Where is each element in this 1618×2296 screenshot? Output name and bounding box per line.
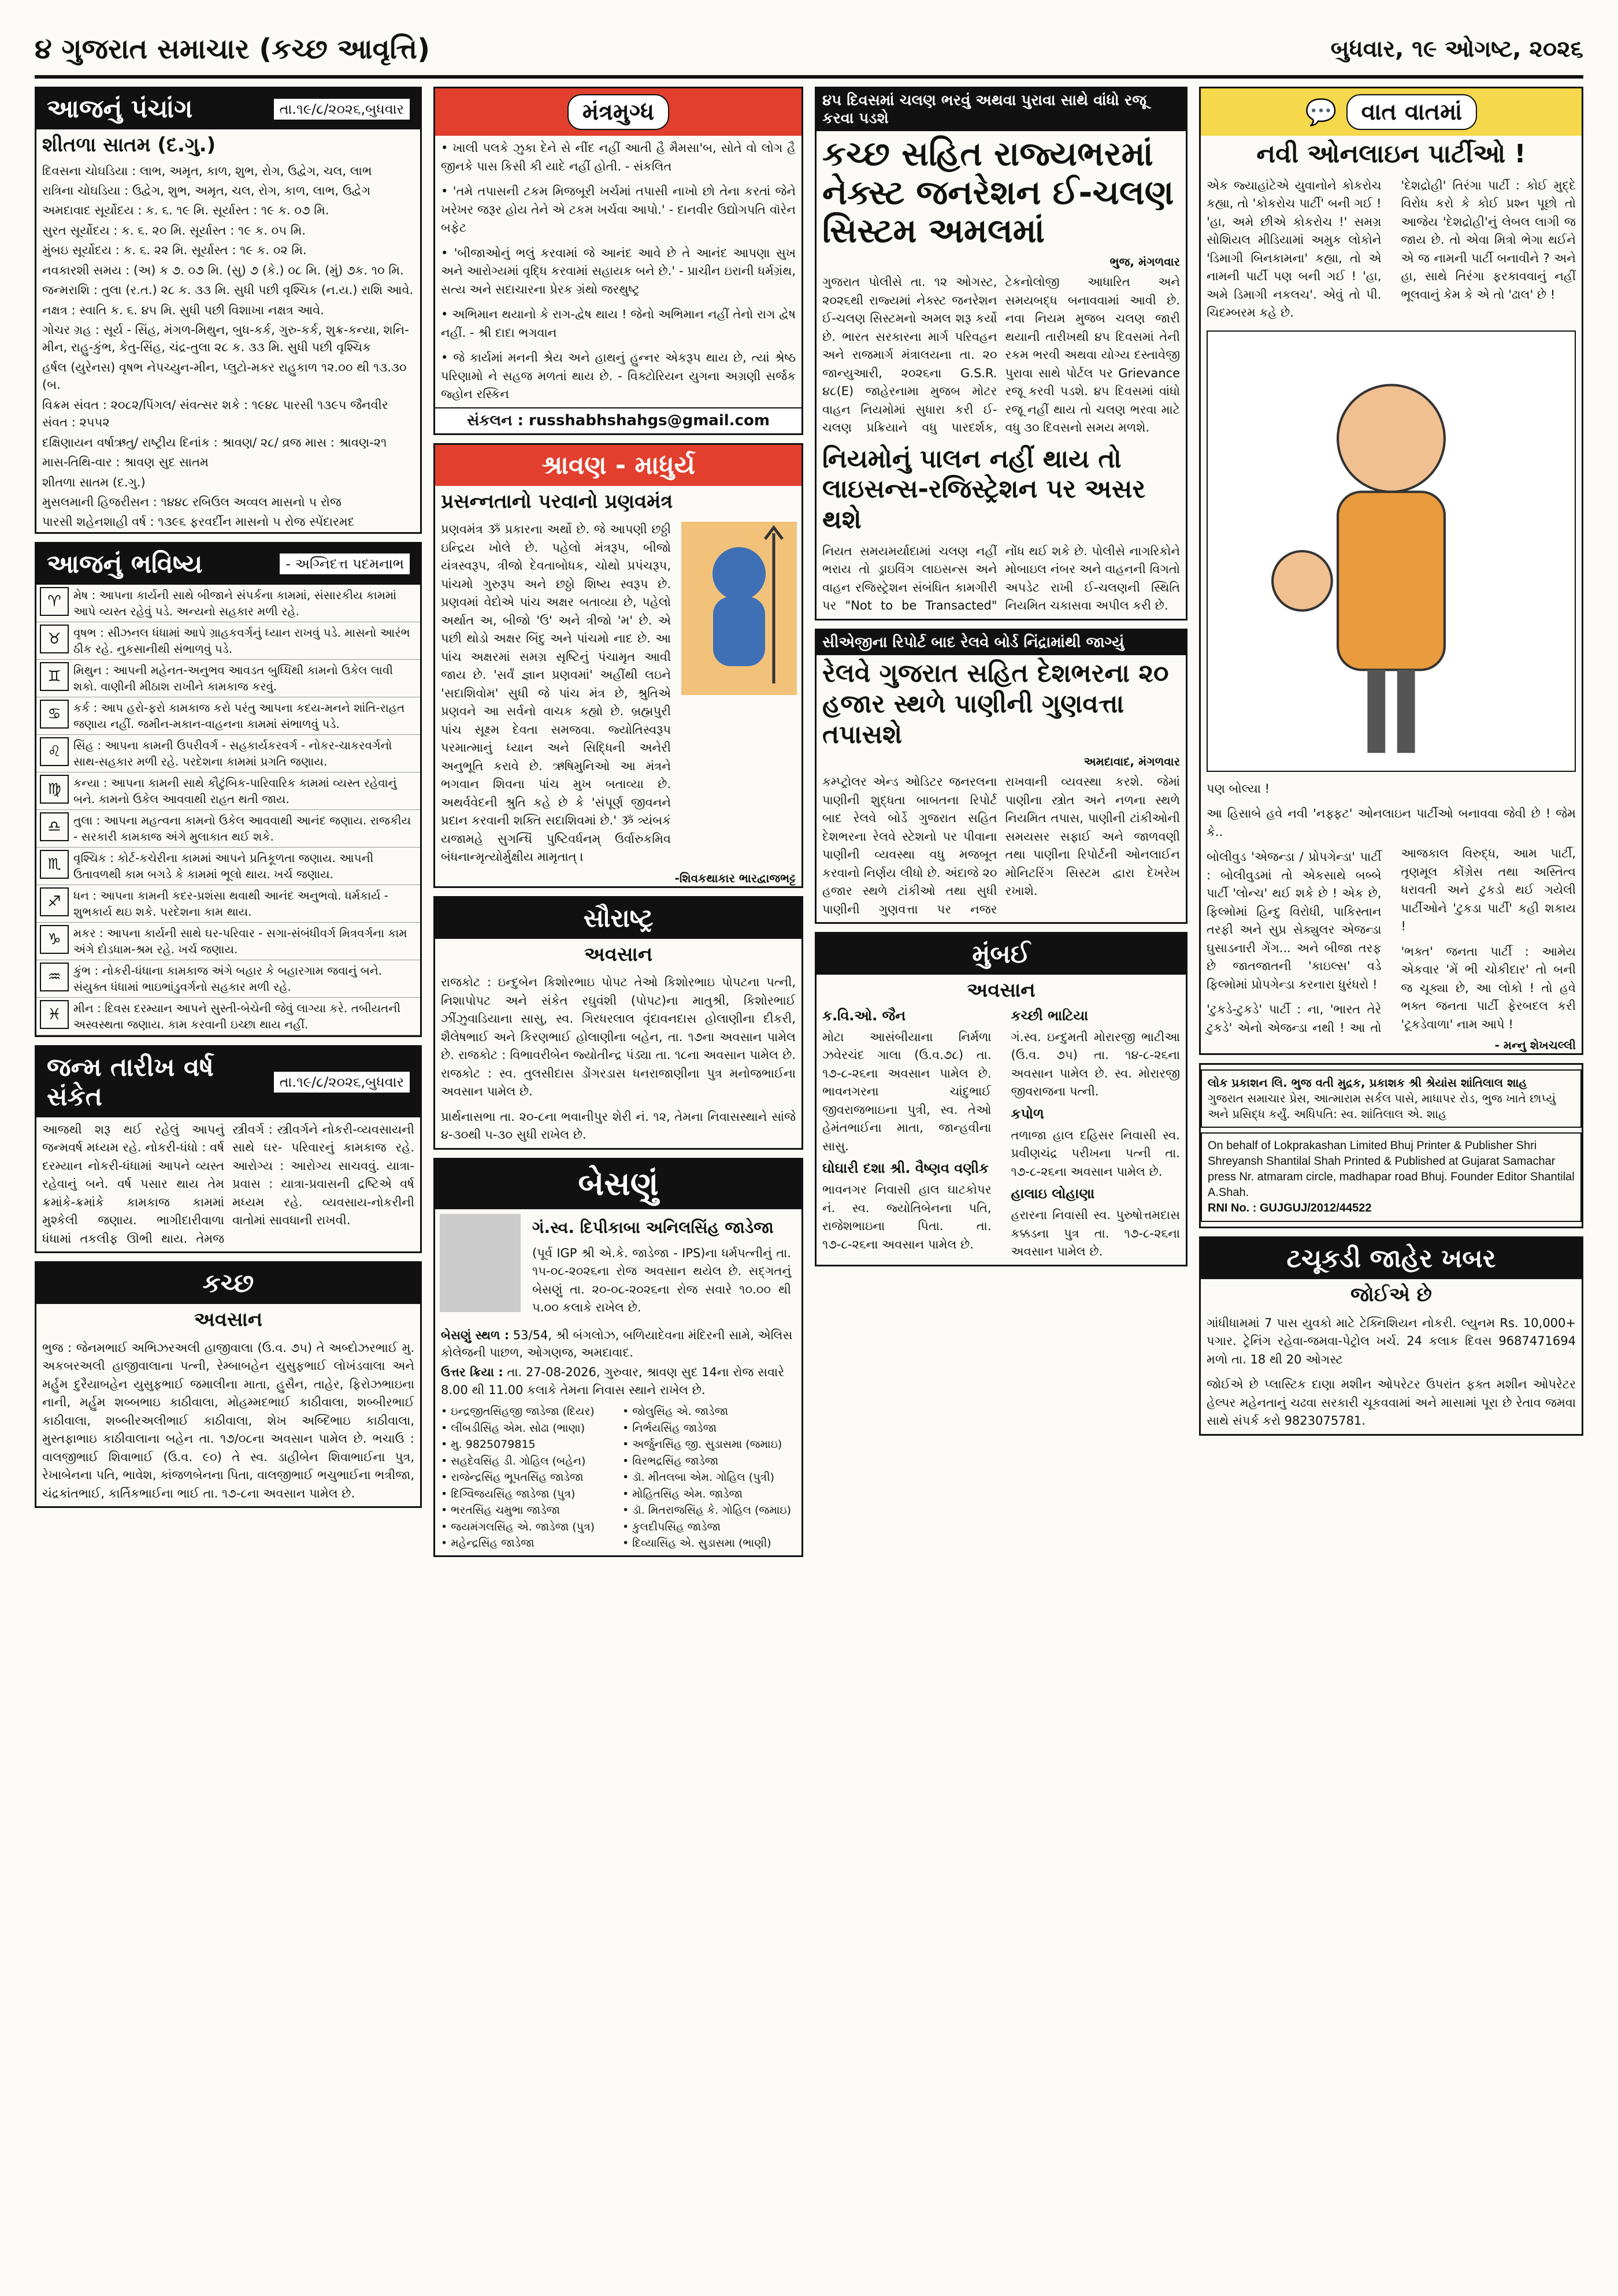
shravan-text: પ્રણવમંત્ર ૐ પ્રકારના અર્થો છે. જે આપણી છઠ્ઠી ઇન્દ્રિય ખોલે છે. પહેલો મંત્રરૂપ, બીજો યંત્રસ્વરૂપ, ત્રીજો દેવતાબોધક, ચોથો પ્રપંચરૂપ, પાંચમો ગુરુરૂપ અને છઠ્ઠો શિષ્ય સ્વરૂપ છે. પ્રણવમાં વેદોએ પાંચ અક્ષર બતાવ્યા છે, પહેલો અર્થાત અ, બીજો 'ઉ' અને ત્રીજો 'મ' છે. એ પછી થોડો અક્ષર બિંદુ અને પાંચમો નાદ છે. આ પાંચ અક્ષરમાં સમગ્ર સૃષ્ટિનું પંચામૃત આવી જાય છે. 'સર્વં જ્ઞાન પ્રણવમાં' અહીંથી લઇને 'સદાશિવોમ' સુધી જે પાંચ મંત્ર છે, શ્રુતિએ પ્રણવને આ સર્વનો વાચક કહ્યો છે. બ્રહ્મપુરી પાંચ સૂક્ષ્મ દેવતા સમજવા. જ્યોતિસ્વરૂપ પરમાત્માનું ધ્યાન અને સિદ્ધિની અનેરી અનુભૂતિ કરાવે છે. ઋષિમુનિઓ આ મંત્રને ભગવાન શિવના પાંચ મુખ બતાવ્યા છે. અથર્વવેદની શ્રુતિ કહે છે કે 'સંપૂર્ણ જીવનને પ્રદાન કરવાની શક્તિ સદાશિવમાં છે.' ૐ ત્ર્યંબકં યજામહે સુગન્ધિં પુષ્ટિવર્ધનમ્ ઉર્વારુકમિવ બંધનાન્મૃત્યોર્મુક્ષીય મામૃતાત્ । [441, 522, 671, 864]
kutch-text: ભુજ : જેનમભાઈ અભિઝરઅલી હાજીવાલા (ઉ.વ. ૭૫) તે અબ્દોઝરભાઈ મુ. અકબરઅલી હાજીવાલાના પત્ની, રેમ્બાબહેન યુસુફભાઈ લોખંડવાલા અને મર્હુમ દુરૈયાબહેન યુસુફભાઈ જમાલીના માતા, હુસૈન, તાહેર, ફિરોઝભાઇના નાની, મર્હુમ શબ્બભાઇ કાઠીવાલા, મોહમ્મદભાઈ કાઠીવાલા, શબ્બીરભાઈ કાઠીવાલા, શબ્બીરઅલીભાઈ કાઠીવાલા, શેખ અબ્દિભાઇ કાઠીવાલા, મુસ્તફાભાઇ કાઠીવાલાના બહેન તા. ૧૭/૦૮ના અવસાન પામેલ છે. ભચાઉ : વાલજીભાઈ શિવાભાઈ (ઉ.વ. ૯૦) તે સ્વ. ડાહીબેન શિવાભાઈના પુત્ર, રેખાબેનના પતિ, ભાવેશ, કાંજળબેનના પિતા, વાલજીભાઈ ભચુભાઈના ભત્રીજા, ચંદ્રકાંતભાઈ, કાર્તિકભાઈના ભાઈ તા. ૧૭-૮ના અવસાન પામેલ છે. [42, 1340, 414, 1500]
mantra-line: • 'તમે તપાસની ટકમ મિજબૂરી ખર્ચમાં તપાસી નાખો છો તેના કરતાં જેને ખરેખર જરૂર હોય તેને એ ટકમ ખર્ચવા આપો.' - દાનવીર ઉદ્યોગપતિ વૉરેન બફેટ [441, 184, 796, 235]
rashi-text: કન્યા : આપના કામની સાથે કૌટુંબિક-પારિવારિક કામમાં વ્યસ્ત રહેવાનું બને. કામનો ઉકેલ આવવાથી રાહત થતી જાય. [73, 775, 397, 806]
panchang-row: રાત્રિના ચોઘડિયા : ઉદ્વેગ, શુભ, અમૃત, ચલ, રોગ, કાળ, લાભ, ઉદ્વેગ [42, 183, 371, 198]
speech-icon: 💬 [1305, 98, 1337, 127]
railway-headline: રેલવે ગુજરાત સહિત દેશભરના ૨૦ હજાર સ્થળે પાણીની ગુણવત્તા તપાસશે [822, 658, 1169, 749]
zodiac-icon: ♉ [40, 625, 69, 653]
panchang-box [35, 87, 422, 534]
panchang-row: દક્ષિણાયન વર્ષાઋતુ/ રાષ્ટ્રીય દિનાંક : શ્રાવણ/ ૨૮/ વ્રજ માસ : શ્રાવણ-૨૧ [42, 435, 387, 449]
echallan-dateline: ભુજ, મંગળવાર [1109, 255, 1180, 269]
besnu-place-label: બેસણું સ્થળ : [441, 1328, 510, 1342]
mantra-contact: સંકલન : russhabhshahgs@gmail.com [435, 407, 801, 433]
echallan-body-2: નિયત સમયમર્યાદામાં ચલણ નહીં ભરાય તો ડ્રાઇવિંગ લાઇસન્સ અને વાહન રજિસ્ટ્રેશન સંબંધિત કામગીરી પર "Not to be Transacted" નોંધ થઈ શકે છે. પોલીસે નાગરિકોને મોબાઇલ નંબર અને વાહનની વિગતો અપડેટ રાખી ઈ-ચલણની સ્થિતિ નિયમિત ચકાસવા અપીલ કરી છે. [822, 544, 1180, 613]
mantra-header [435, 88, 801, 136]
besnu-family-member: • ડૉ. મિતરાજસિંહ કે. ગોહિલ (જમાઇ) [622, 1504, 792, 1517]
vaat-col4: 'ટુકડે-ટુકડે' પાર્ટી : ના, 'ભારત તેરે ટુકડે' એનો એજન્ડા નથી ! આ તો આજકાલ વિરુદ્ધ, આમ પાર્ટી, તૃણમૂલ કોંગ્રેસ તથા અસ્તિત્વ ધરાવતી અને ટુકડો થઈ ગયેલી પાર્ટીઓને 'ટુકડા પાર્ટી' કહી શકાય ! [1207, 846, 1576, 1035]
cartoon-icon [1208, 332, 1575, 771]
page-header [35, 23, 1583, 79]
mumbai-community: કચ્છી ભાટિયા [1011, 1007, 1089, 1024]
classified-title: ટચૂકડી જાહેર ખબર [1201, 1238, 1582, 1279]
railway-kicker: સીએજીના રિપોર્ટ બાદ રેલવે બોર્ડ નિંદ્રામાંથી જાગ્યું [817, 630, 1186, 655]
rashi-text: મીન : દિવસ દરમ્યાન આપને સુસ્તી-બેચેની જેવું લાગ્યા કરે. તબીયતની અસ્વસ્થતા જણાય. કામ કરવાની ઇચ્છા થાય નહીં. [73, 1001, 401, 1031]
vaat-box [1199, 87, 1583, 1055]
besnu-family-member: • મુ. 9825079815 [441, 1438, 536, 1451]
classified-sub: જોઈએ છે [1350, 1283, 1432, 1307]
besnu-uttar-label: ઉત્તર ક્રિયા : [441, 1365, 503, 1380]
echallan-headline: કચ્છ સહિત રાજ્યભરમાં નેક્સ્ટ જનરેશન ઈ-ચલણ સિસ્ટમ અમલમાં [822, 134, 1174, 251]
rashi-text: સિંહ : આપના કામની ઉપરીવર્ગ - સહકાર્યકરવર્ગ - નોકર-ચાકરવર્ગનો સાથ-સહકાર મળી રહે. પરદેશના કામમાં પ્રગતિ જણાય. [73, 738, 392, 768]
shravan-header [435, 445, 801, 486]
vaat-caption-1: પણ બોલ્યા ! [1207, 781, 1270, 796]
bhavishya-title: આજનું ભવિષ્ય [47, 549, 203, 579]
echallan-subhead: નિયમોનું પાલન નહીં થાય તો લાઇસન્સ-રજિસ્ટ્રેશન પર અસર થશે [822, 444, 1146, 535]
printline-p2: ગુજરાત સમાચાર પ્રેસ, આત્મારામ સર્કલ પાસે, માધાપર રોડ, ભુજ ખાતે છાપ્યું અને પ્રસિદ્ધ કર્યું. અધિપતિ: સ્વ. શાંતિલાલ એ. શાહ [1208, 1091, 1556, 1121]
panchang-row: દિવસના ચોઘડિયા : લાભ, અમૃત, કાળ, શુભ, રોગ, ઉદ્વેગ, ચલ, લાભ [42, 164, 372, 178]
besnu-family-member: • નિર્ભયસિંહ જાડેજા [622, 1421, 717, 1435]
rashi-text: મકર : આપના કાર્યની સાથે ઘર-પરિવાર - સગા-સંબંધીવર્ગ મિત્રવર્ગના કામ અંગે દોડધામ-શ્રમ રહે. ખર્ચ જણાય. [73, 926, 407, 956]
besnu-family-member: • લીંબડીસિંહ એમ. સોઢા (ભાણા) [441, 1421, 585, 1435]
rashi-item [36, 998, 420, 1035]
shravan-headline: પ્રસન્નતાનો પરવાનો પ્રણવમંત્ર [441, 489, 673, 513]
janma-title: જન્મ તારીખ વર્ષ સંકેત [47, 1052, 214, 1112]
zodiac-icon: ♎ [40, 812, 69, 841]
panchang-header [36, 88, 420, 129]
besnu-family-member: • જોલુસિંહ એ. જાડેજા [622, 1405, 729, 1418]
vaat-col1: એક જ્યાહાંટેએ યુવાનોને કોકરોચ કહ્યા, તો 'કોકરોચ પાર્ટી' બની ગઈ ! 'હા, અમે છીએ કોકરોચ !' સમગ્ર સોશિયલ મીડિયામાં અમુક લોકોને 'ડિમાગી બિનકામના' કહ્યા, તો એ નામની પાર્ટી પણ બની ગઈ ! 'હા, અમે ડિમાગી નકલચ'. એવું તો પી. ચિદમ્બરમ કહે છે. [1207, 178, 1382, 320]
besnu-title: બેસણું [435, 1160, 801, 1209]
rashi-text: વૃષભ : સીઝનલ ધંધામાં આપે ગ્રાહકવર્ગનું ધ્યાન રાખવું પડે. માસનો આરંભ ઠીક રહે. નુકસાનીથી સંભાળવું પડે. [73, 625, 410, 656]
besnu-family-member: • મોહિતસિંહ એમ. જાડેજા [622, 1487, 743, 1500]
mantra-line: • 'બીજાઓનું ભલું કરવામાં જે આનંદ આવે છે તે આનંદ આપણા સુખ અને આરોગ્યમાં વૃદ્ધિ કરવામાં સહાયક બને છે.' - પ્રાચીન ઇરાની ધર્મગ્રંથ, સત્ય અને સદાચારના પ્રેરક ગ્રંથો જરથુષ્ટ્ર [441, 246, 796, 296]
mumbai-community: ક.વિ.ઓ. જૈન [822, 1007, 906, 1024]
besnu-box [433, 1158, 803, 1557]
rashi-item [36, 697, 420, 735]
shravan-box [433, 443, 803, 888]
rashi-text: તુલા : આપના મહત્વના કામનો ઉકેલ આવવાથી આનંદ જણાય. રાજકીય - સરકારી કામકાજ અંગે મુલાકાત થઈ શકે. [73, 813, 411, 844]
panchang-row: પારસી શહેનશાહી વર્ષ : ૧૩૯૬ ફરવર્દીન માસનો ૫ રોજ સ્પેંદારમદ [42, 515, 355, 529]
printline-rni: RNI No. : GUJGUJ/2012/44522 [1208, 1202, 1372, 1215]
zodiac-icon: ♒ [40, 963, 69, 991]
zodiac-icon: ♓ [40, 1000, 69, 1029]
zodiac-icon: ♍ [40, 775, 69, 804]
classified-ad: ગાંધીધામમાં 7 પાસ યુવકો માટે ટેક્નિશિયન નોકરી. લ્યુનમ Rs. 10,000+ પગાર. ટ્રેનિંગ રહેવા-જમવા-પેટ્રોલ ખર્ચ. 24 કલાક દિવસ 9687471694 મળો તા. 18 થી 20 ઓગસ્ટ [1207, 1316, 1576, 1366]
panchang-headline: શીતળા સાતમ (દ.ગુ.) [42, 133, 216, 157]
zodiac-icon: ♈ [40, 587, 69, 616]
besnu-family-member: • દિવ્યાસિંહ એ. સુડાસમા (ભાણી) [622, 1537, 771, 1550]
panchang-row: અમદાવાદ સૂર્યોદય : ક. ૬. ૧૯ મિ. સૂર્યાસ્ત : ૧૯ ક. ૦૭ મિ. [42, 203, 329, 218]
rashi-item [36, 848, 420, 885]
panchang-row: વિક્રમ સંવત : ૨૦૮૨/પિંગલ/ સંવત્સર શકે : ૧૯૪૮ પારસી ૧૩૯૫ જૈનવીર સંવત : ૨૫૫૨ [42, 397, 388, 430]
echallan-body: ગુજરાત પોલીસે તા. ૧૨ ઓગસ્ટ, ૨૦૨૬થી રાજ્યમાં નેક્સ્ટ જનરેશન ઈ-ચલણ સિસ્ટમનો અમલ શરૂ કર્યો છે. ભારત સરકારના માર્ગ પરિવહન અને રાજમાર્ગ મંત્રાલયના તા. ૨૦ જાન્યુઆરી, ૨૦૨૬ના G.S.R. ૪૮(E) જાહેરનામા મુજબ મોટર વાહન નિયમોમાં સુધારા કરી ઈ-ચલણ પ્રક્રિયાને વધુ પારદર્શક, ટેકનોલોજી આધારિત અને સમયબદ્ધ બનાવવામાં આવી છે. નવા નિયમ મુજબ ચલણ જારી થયાની તારીખથી ૪૫ દિવસમાં તેની રકમ ભરવી અથવા યોગ્ય દસ્તાવેજી પુરાવા સાથે પોર્ટલ પર Grievance રજૂ કરવી પડશે. ૪૫ દિવસમાં વાંધો રજૂ નહીં થાય તો ચલણ ભરવા માટે વધુ ૩૦ દિવસનો સમય મળશે. [822, 275, 1180, 435]
mantra-box [433, 87, 803, 435]
panchang-row: મુંબઇ સૂર્યોદય : ક. ૬. ૨૨ મિ. સૂર્યાસ્ત : ૧૯ ક. ૦૨ મિ. [42, 243, 307, 258]
saurashtra-text: રાજકોટ : ઇન્દુબેન કિશોરભાઇ પોપટ તેઓ કિશોરભાઇ પોપટના પત્ની, નિશાપોપટ અને સંકેત રઘુવંશી (પોપટ)ના માતુશ્રી, કિશોરભાઈ ઝીંઝુવાડિયાના સાસુ, સ્વ. ગિરધરલાલ વૃંદાવનદાસ હોલાણીના દીકરી, શૈલેષભાઈ અને કિરણભાઈ હોલાણીના બહેન, તા. ૧૭ના અવસાન પામેલ છે. રાજકોટ : વિભાવરીબેન જ્યોતીન્દ્ર પંડ્યા તા. ૧૮ના અવસાન પામેલ છે. રાજકોટ : સ્વ. તુલસીદાસ ડોંગરડાસ ધનરાજાણીના પુત્ર મનોજભાઈના અવસાન પામેલ છે. [441, 975, 796, 1098]
vaat-col2: 'દેશદ્રોહી' તિરંગા પાર્ટી : કોઈ મુદ્દે વિરોધ કરો કે કોઈ પ્રશ્ન પૂછો તો આજેય 'દેશદ્રોહી'નું લેબલ લાગી જ જાય છે. તો એવા મિત્રો ભેગા થઈને એ જ નામની પાર્ટી બનાવીને ? અને હા, સાથે તિરંગા ફરકાવવાનું નહીં ભૂલવાનું કેમ કે એ તો 'ઢાલ' છે ! [1401, 178, 1576, 302]
panchang-title: આજનું પંચાંગ [47, 94, 193, 124]
mumbai-obituary: મોટા આસંબીયાના નિર્મળા ઝવેરચંદ ગાલા (ઉ.વ.૭૮) તા. ૧૭-૮-૨૬ના અવસાન પામેલ છે. ભાવનગરના ચાંદુભાઈ જીવરાજભાઇના પુત્રી, સ્વ. તેઓ હેમંતભાઈના માતા, જાન્હવીના સાસુ. [822, 1030, 992, 1153]
rashi-item [36, 885, 420, 923]
rashi-item [36, 735, 420, 772]
besnu-family-member: • કુલદીપસિંહ જાડેજા [622, 1520, 721, 1533]
panchang-row: નવકારશી સમય : (અ) ક ૭. ૦૭ મિ. (સુ) ૭ (કે.) ૦૮ મિ. (મું) ૭ક. ૧૦ મિ. [42, 263, 404, 277]
besnu-family-member: • રાજેન્દ્રસિંહ ભૂપતસિંહ જાડેજા [441, 1471, 584, 1484]
rashi-item [36, 772, 420, 810]
kutch-box [35, 1261, 422, 1508]
vaat-header [1201, 88, 1582, 136]
vaat-headline: નવી ઓનલાઇન પાર્ટીઓ ! [1256, 139, 1526, 169]
zodiac-icon: ♋ [40, 700, 69, 729]
kutch-title: કચ્છ [36, 1263, 420, 1304]
cartoon-image [1207, 330, 1576, 772]
besnu-family-member: • અર્જુનસિંહ જી. સુડાસમા (જમાઇ) [622, 1438, 782, 1451]
panchang-row: મુસલમાની હિજરીસન : ૧૪૪૮ રબિઉલ અવ્વલ માસનો ૫ રોજ [42, 495, 342, 509]
mantra-lines [435, 136, 801, 407]
besnu-text: (પૂર્વ IGP શ્રી એ.કે. જાડેજા - IPS)ના ધર્મપત્નીનું તા. ૧૫-૦૮-૨૦૨૬ના રોજ અવસાન થયેલ છે. સદ્ગતનું બેસણું તા. ૨૦-૦૮-૨૦૨૬ના રોજ સવારે ૧૦.૦૦ થી ૫.૦૦ કલાકે રાખેલ છે. [532, 1246, 791, 1314]
rashi-item [36, 960, 420, 998]
panchang-row: માસ-તિથિ-વાર : શ્રાવણ સુદ સાતમ [42, 455, 209, 470]
besnu-place: 53/54, શ્રી બંગલોઝ, બળિયાદેવના મંદિરની સામે, એલિસ કોલેજની પાછળ, ઓગણજ, અમદાવાદ. [441, 1328, 793, 1359]
bhavishya-box [35, 542, 422, 1037]
classified-ads [1201, 1311, 1582, 1434]
panchang-row: હર્ષલ (યુરેનસ) વૃષભ નેપચ્યુન-મીન, પ્લુટો-મકર રાહુકાળ ૧૨.૦૦ થી ૧૩.૩૦ (બ. [42, 360, 407, 392]
besnu-family-member: • જયમંગલસિંહ એ. જાડેજા (પુત્ર) [441, 1520, 595, 1533]
besnu-uttar: તા. 27-08-2026, ગુરુવાર, શ્રાવણ સુદ 14ના રોજ સવારે 8.00 થી 11.00 કલાકે તેમના નિવાસ સ્થાને રાખેલ છે. [441, 1365, 785, 1397]
printline-p1: લોક પ્રકાશન લિ. ભુજ વતી મુદ્રક, પ્રકાશક શ્રી શ્રેયાંસ શાંતિલાલ શાહ [1208, 1076, 1527, 1090]
besnu-family-member: • વિરભદ્રસિંહ જાડેજા [622, 1454, 719, 1467]
column-4 [1199, 87, 1583, 2261]
classified-box [1199, 1236, 1583, 1436]
besnu-photo [440, 1214, 521, 1312]
bhavishya-author: - અગ્નિદત્ત પદમનાભ [280, 553, 410, 574]
shravan-title: શ્રાવણ - માધુર્ય [541, 450, 695, 480]
mumbai-obituary: હરારના નિવાસી સ્વ. પુરુષોત્તમદાસ કક્કડના પુત્ર તા. ૧૭-૮-૨૬ના અવસાન પામેલ છે. [1011, 1208, 1180, 1259]
rashi-list [36, 585, 420, 1035]
panchang-row: ગોચર ગ્રહ : સૂર્ય - સિંહ, મંગળ-મિથુન, બુધ-કર્ક, ગુરુ-કર્ક, શુક્ર-કન્યા, શનિ-મીન, રાહુ-કુંભ, કેતુ-સિંહ, ચંદ્ર-તુલા ૨૮ ક. ૩૩ મિ. સુધી પછી વૃશ્ચિક [42, 323, 409, 355]
mantra-line: • અભિમાન થયાનો કે રાગ-દ્વેષ થાય ! જેનો અભિમાન નહીં તેનો રાગ દ્વેષ નહીં. - શ્રી દાદા ભગવાન [441, 307, 796, 340]
printline-box [1199, 1063, 1583, 1228]
rashi-item [36, 660, 420, 697]
shiva-image [681, 522, 797, 865]
zodiac-icon: ♊ [40, 662, 69, 691]
mumbai-obituary: ગં.સ્વ. ઇન્દુમતી મોરારજી ભાટીઆ (ઉ.વ. ૭૫) તા. ૧૪-૮-૨૬ના અવસાન પામેલ છે. સ્વ. મોરારજી જીવરાજના પત્ની. [1011, 1030, 1180, 1099]
mumbai-community: હાલાઇ લોહાણા [1011, 1186, 1095, 1202]
saurashtra-sub: અવસાન [584, 942, 653, 966]
panchang-row: શીતળા સાતમ (દ.ગુ.) [42, 475, 146, 489]
mumbai-community: ઘોઘારી દશા શ્રી. વૈષ્ણવ વણીક [822, 1160, 989, 1177]
besnu-family-member: • ઇન્દ્રજીતસિંહજી જાડેજા (દિયર) [441, 1405, 595, 1418]
panchang-date: તા.૧૯/૮/૨૦૨૬,બુધવાર [274, 99, 410, 120]
railway-story [815, 629, 1187, 924]
janma-text: આજથી શરૂ થઈ રહેલું આપનું જન્મવર્ષ મધ્યમ રહે. નોકરી-ધંધો : વર્ષ દરમ્યાન નોકરી-ધંધામાં આપને વ્યસ્ત રહેવાનું બને. વર્ષ પસાર થાય તેમ ક્રમાંકે-ક્રમાંકે કામકાજ કામમાં મુશ્કેલી જણાય. ભાગીદારીવાળા ધંધામાં તકલીફ ઊભી થાય. તેમજ સ્ત્રીવર્ગ : સ્ત્રીવર્ગને નોકરી-વ્યવસાયની સાથે ઘર- પરિવારનું કામકાજ રહે. આરોગ્ય : આરોગ્ય સાચવવું. યાત્રા-પ્રવાસ : યાત્રા-પ્રવાસની દ્રષ્ટિએ વર્ષ મધ્યમ રહે. વ્યવસાય-નોકરીની વાતોમાં સાવધાની રાખવી. [42, 1122, 414, 1246]
column-3 [815, 87, 1187, 2261]
zodiac-icon: ♐ [40, 887, 69, 916]
janma-box [35, 1045, 422, 1254]
vaat-col3: બોલીવુડ 'એજન્ડા / પ્રોપગેન્ડા' પાર્ટી : બોલીવુડમાં તો એકસાથે બબ્બે પાર્ટી 'લોન્ચ' થઈ શકે છે ! એક છે, ફિલ્મોમાં હિન્દુ વિરોધી, પાકિસ્તાન તરફી અને સુપ્ર સેક્યુલર એજન્ડા ઘુસાડનારી ગેંગ... અને બીજા તરફ છે જાતજાતની 'કાઇલ્સ' વડે ફિલ્મોમાં પ્રોપગેન્ડા કરનારા ધુરંધરો ! [1207, 850, 1382, 991]
column-2 [433, 87, 803, 2261]
printline-english [1201, 1132, 1582, 1222]
shiva-icon [681, 522, 797, 695]
mantra-line: • જે કાર્યમાં મનની શ્રેય અને હાથનું હુન્નર એકરૂપ થાય છે, ત્યાં શ્રેષ્ઠ પરિણામો ને સહજ મળતાં થાય છે. - વિક્ટોરિયન યુગના અગ્રણી સર્જક જ્હોન રસ્કિન [441, 351, 796, 401]
kutch-sub: અવસાન [194, 1308, 263, 1332]
shravan-author: -શિવકથાકાર ભારદ્વાજભટ્ટ [674, 871, 796, 885]
mumbai-sub: અવસાન [967, 979, 1036, 1002]
rashi-item [36, 585, 420, 622]
rashi-text: ધન : આપના કામની કદર-પ્રશંસા થવાથી આનંદ અનુભવો. ધર્મકાર્ય - શુભકાર્ય થઇ શકે. પરદેશના કામ થાય. [73, 888, 389, 919]
besnu-family-member: • ભરતસિંહ ચમુભા જાડેજા [441, 1504, 561, 1517]
zodiac-icon: ♑ [40, 925, 69, 954]
rashi-text: વૃશ્ચિક : કોર્ટ-કચેરીના કામમાં આપને પ્રતિકૂળતા જણાય. આપની ઉતાવળથી કામ બગડે કે કામમાં ભૂલો થાય. ખર્ચ જણાય. [73, 850, 374, 881]
panchang-row: જન્મરાશિ : તુલા (ર.ત.) ૨૮ ક. ૩૩ મિ. સુધી પછી વૃશ્ચિક (ન.ય.) રાશિ આવે. [42, 283, 414, 298]
railway-body: કમ્પ્ટ્રોલર એન્ડ ઓડિટર જનરલના પાણીની શુદ્ધતા બાબતના રિપોર્ટ બાદ રેલવે બોર્ડે ગુજરાત સહિત દેશભરના રેલવે સ્ટેશનો પર પીવાના પાણીની વ્યવસ્થા વધુ મજબૂત કરવાનો નિર્ણય લીધો છે. અંદાજે ૨૦ હજાર સ્થળે ટાંકીઓ તથા સુધી પાણીની ગુણવત્તા પર નજર રાખવાની વ્યવસ્થા કરશે. જેમાં પાણીના સ્ત્રોત અને નળના સ્થળે નિયમિત તપાસ, પાણીની ટાંકીઓની સમયસર સફાઈ અને જાળવણી તથા પાણીના રિપોર્ટની ઓનલાઈન મોનિટરિંગ સિસ્ટમ દ્વારા દેખરેખ રખાશે. [822, 775, 1180, 916]
mumbai-box [815, 932, 1187, 1266]
rashi-text: કુંભ : નોકરી-ધંધાના કામકાજ અંગે બહાર કે બહારગામ જવાનું બને. સંયુક્ત ધંધામાં ભાઇભાંડુવર્ગનો સહકાર મળી રહે. [73, 963, 383, 994]
mantra-title: મંત્રમુગ્ધ [567, 94, 669, 130]
besnu-family [435, 1400, 801, 1555]
panchang-row: સુરત સૂર્યોદય : ક. ૬. ૨૦ મિ. સૂર્યાસ્ત : ૧૯ ક. ૦૫ મિ. [42, 223, 306, 237]
mumbai-title: મુંબઈ [817, 934, 1186, 975]
mumbai-obituary: તળાજા હાલ દહિસર નિવાસી સ્વ. પ્રવીણચંદ્ર પરીખના પત્ની તા. ૧૭-૮-૨૬ના અવસાન પામેલ છે. [1011, 1128, 1180, 1179]
zodiac-icon: ♌ [40, 737, 69, 766]
echallan-story [815, 87, 1187, 621]
besnu-family-member: • દિગ્વિજયસિંહ જાડેજા (પુત્ર) [441, 1487, 576, 1500]
rashi-text: કર્ક : આપ હરો-ફરો કામકાજ કરો પરંતુ આપના કદય-મનને શાંતિ-રાહત જણાય નહીં. જમીન-મકાન-વાહનના કામમાં સંભાળવું પડે. [73, 700, 405, 731]
mumbai-sections [817, 1006, 1186, 1265]
besnu-name: ગં.સ્વ. દિપીકાબા અનિલસિંહ જાડેજા [532, 1217, 774, 1237]
vaat-caption-2: આ હિસાબે હવે નવી 'નફ્ફટ' ઓનલાઇન પાર્ટીઓ બનાવવા જેવી છે ! જેમ કે.. [1207, 807, 1576, 839]
printline-en: On behalf of Lokprakashan Limited Bhuj Printer & Publisher Shri Shreyansh Shantilal Shah Printed & Published at Gujarat Samachar press Nr. atmaram circle, madhapar road Bhuj. Founder Editor Shantilal A.Shah. [1208, 1139, 1575, 1199]
besnu-family-member: • ડૉ. મીતલબા એમ. ગોહિલ (પુત્રી) [622, 1471, 775, 1484]
panchang-row: નક્ષત્ર : સ્વાતિ ક. ૬. ૪૫ મિ. સુધી પછી વિશાખા નક્ષત્ર આવે. [42, 303, 324, 317]
paper-date: બુધવાર, ૧૯ ઓગષ્ટ, ૨૦૨૬ [1330, 36, 1583, 62]
rashi-text: મિથુન : આપની મહેનત-અનુભવ આવડત બુધ્ધિથી કામનો ઉકેલ લાવી શકો. વાણીની મીઠાશ રાખીને કામકાજ કરવું. [73, 663, 393, 693]
rashi-text: મેષ : આપના કાર્યની સાથે બીજાને સંપર્કના કામમાં, સંસારકીય કામમાં આપે વ્યસ્ત રહેવું પડે. અન્યનો સહકાર મળી રહે. [73, 588, 396, 618]
vaat-title: વાત વાતમાં [1346, 94, 1477, 130]
rashi-item [36, 622, 420, 660]
bhavishya-header [36, 544, 420, 585]
vaat-author: - મન્નુ શેખચલ્લી [1494, 1038, 1576, 1053]
mumbai-community: કપોળ [1011, 1105, 1044, 1122]
mumbai-obituary: ભાવનગર નિવાસી હાલ ઘાટકોપર નં. સ્વ. જ્યોતિબેનના પતિ, રાજેશભાઇના પિતા. તા. ૧૭-૮-૨૬ના અવસાન પામેલ છે. [822, 1183, 992, 1251]
saurashtra-box [433, 896, 803, 1150]
classified-ad: જોઈએ છે પ્લાસ્ટિક દાણા મશીન ઓપરેટર ઉપરાંત ફક્ત મશીન ઓપરેટર હેલ્પર મહેનતાનું ચઢવા સરકારી ચૂકવવામાં અને માસામાં પૂરા છે રેતાવ જમવા સાથે સંપર્ક કરો 9823075781. [1207, 1377, 1576, 1428]
saurashtra-title: સૌરાષ્ટ્ર [435, 898, 801, 939]
paper-name: ૪ ગુજરાત સમાચાર (કચ્છ આવૃત્તિ) [35, 32, 431, 65]
besnu-family-member: • સહદેવસિંહ ડી. ગોહિલ (બહેન) [441, 1454, 586, 1467]
railway-dateline: અમદાવાદ, મંગળવાર [1083, 755, 1180, 769]
rashi-item [36, 810, 420, 848]
mantra-line: • ખાલી પલકે ઝુકા દેને સે નીંદ નહીં આતી હૈ મૈમસા'બ, સોતે વો લોગ હૈ જીનકે પાસ કિસી કી યાદે નહીં હોતી. - સંકલિત [441, 141, 796, 173]
besnu-family-member: • મહેન્દ્રસિંહ જાડેજા [441, 1537, 535, 1550]
vaat-col5: 'ભક્ત' જનતા પાર્ટી : આમેય એકવાર 'મેં ભી ચોકીદાર' તો બની જ ચૂક્યા છે, આ લોકો ! તો હવે ભક્ત જનતા પાર્ટી ફેરબદલ કરી 'ટૂકડેવાળા' નામ આપે ! [1401, 944, 1576, 1031]
janma-date: તા.૧૯/૮/૨૦૨૬,બુધવાર [274, 1072, 410, 1093]
saurashtra-extra: પ્રાર્થનાસભા તા. ૨૦-૮ના ભવાનીપુર શેરી નં. ૧૨, તેમના નિવાસસ્થાને સાંજે ૪-૩૦થી ૫-૩૦ સુધી રાખેલ છે. [441, 1109, 796, 1142]
column-1 [35, 87, 422, 2261]
zodiac-icon: ♏ [40, 850, 69, 879]
janma-header [36, 1047, 420, 1117]
echallan-kicker: ૪૫ દિવસમાં ચલણ ભરવું અથવા પુરાવા સાથે વાંધો રજૂ કરવા પડશે [817, 88, 1186, 131]
panchang-rows [36, 161, 420, 532]
rashi-item [36, 923, 420, 960]
printline-gujarati [1201, 1069, 1582, 1128]
